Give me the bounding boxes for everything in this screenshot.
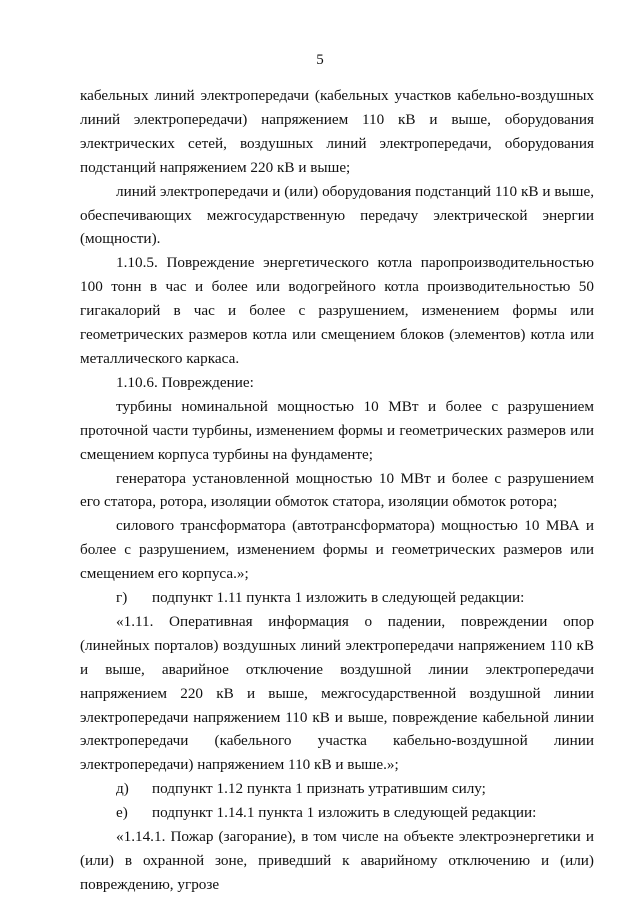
paragraph-1-11: «1.11. Оперативная информация о падении, повреждении опор (линейных порталов) воздушных линий электропередачи напряжением 110 кВ и выше, аварийное отключение воздушной линии электропередачи напряжением 220 кВ и выше, межгосударственной воздушной линии электропередачи напряжением 110 кВ и выше, повреждение кабельной линии электропередачи (кабельного участка кабельно-воздушной линии электропередачи) напряжением 110 кВ и выше.»; [80, 612, 594, 774]
list-item-text: подпункт 1.12 пункта 1 признать утратившим силу; [152, 780, 486, 798]
list-item-d [80, 777, 594, 801]
paragraph-cable-lines: кабельных линий электропередачи (кабельных участков кабельно-воздушных линий электропередачи) напряжением 110 кВ и выше, оборудования электрических сетей, воздушных линий электропередачи, оборудования подстанций напряжением 220 кВ и выше; [80, 87, 594, 176]
list-marker: д) [116, 780, 129, 798]
paragraph-turbine: турбины номинальной мощностью 10 МВт и более с разрушением проточной части турбины, изменением формы и геометрических размеров или смещением корпуса турбины на фундаменте; [80, 397, 594, 463]
list-item-g [80, 586, 594, 610]
document-body [80, 84, 594, 897]
paragraph-1-14-1: «1.14.1. Пожар (загорание), в том числе на объекте электроэнергетики и (или) в охранной зоне, приведший к аварийному отключению и (или) повреждению, угрозе [80, 828, 594, 893]
paragraph-generator: генератора установленной мощностью 10 МВт и более с разрушением его статора, ротора, изоляции обмоток статора, изоляции обмоток ротора; [80, 469, 594, 511]
paragraph-transformer: силового трансформатора (автотрансформатора) мощностью 10 МВА и более с разрушением, изменением формы и геометрических размеров или смещением его корпуса.»; [80, 517, 594, 583]
list-item-text: подпункт 1.14.1 пункта 1 изложить в следующей редакции: [152, 804, 537, 822]
list-marker: е) [116, 804, 128, 822]
paragraph-interstate-lines: линий электропередачи и (или) оборудования подстанций 110 кВ и выше, обеспечивающих межгосударственную передачу электрической энергии (мощности). [80, 182, 594, 248]
page-number: 5 [316, 52, 324, 68]
list-item-e [80, 801, 594, 825]
paragraph-1-10-6: 1.10.6. Повреждение: [116, 373, 254, 391]
list-marker: г) [116, 589, 128, 607]
list-item-text: подпункт 1.11 пункта 1 изложить в следующей редакции: [152, 589, 525, 607]
paragraph-1-10-5: 1.10.5. Повреждение энергетического котла паропроизводительностью 100 тонн в час и более или водогрейного котла производительностью 50 гигакалорий в час и более с разрушением, изменением формы или геометрических размеров котла или смещением блоков (элементов) котла или металлического каркаса. [80, 254, 594, 367]
